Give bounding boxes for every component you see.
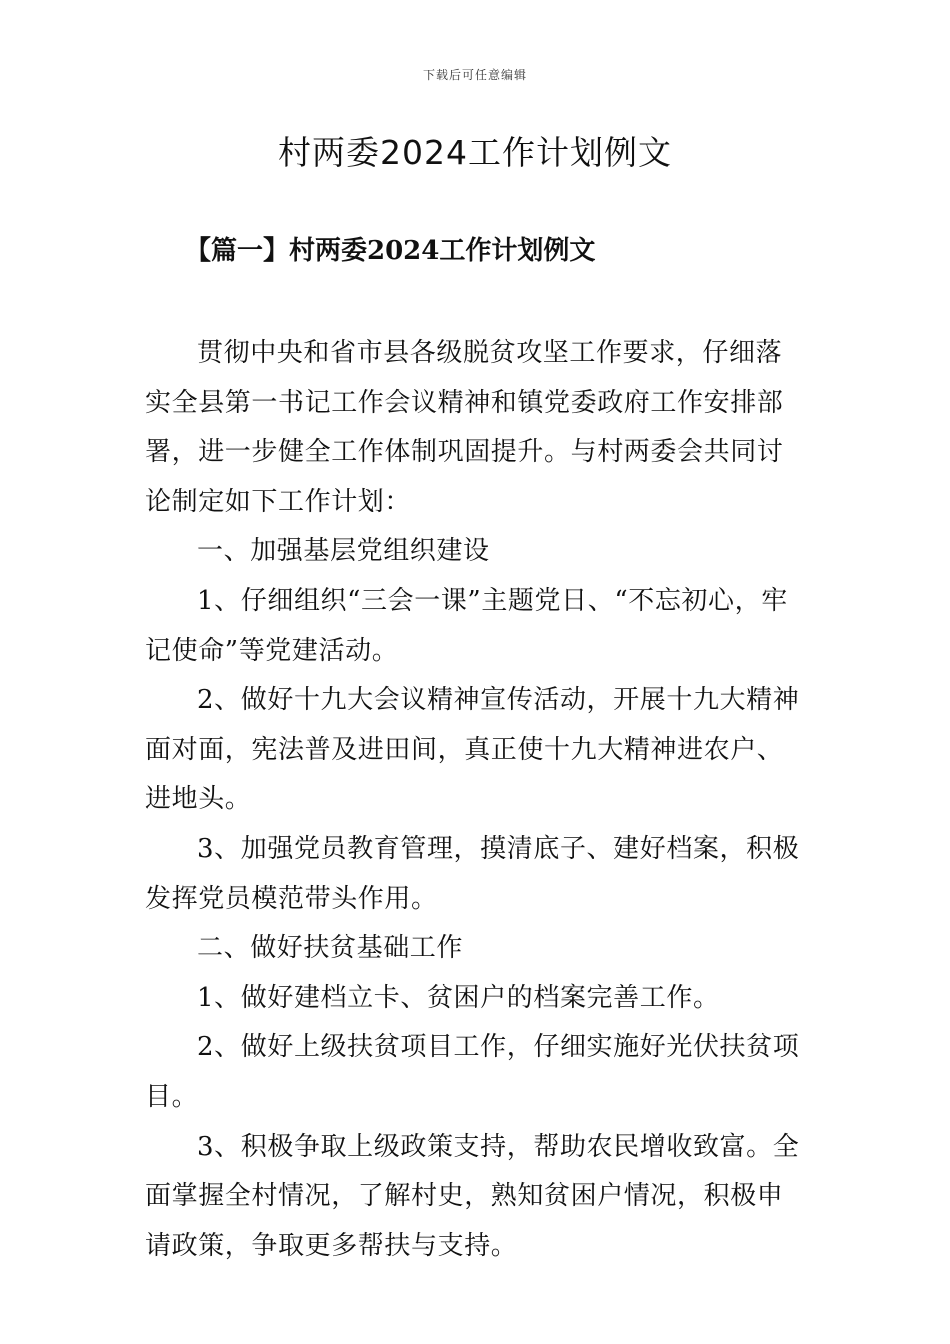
section-title: 【篇一】村两委2024工作计划例文	[185, 236, 596, 266]
document-title: 村两委2024工作计划例文	[278, 133, 672, 172]
list-item: 3、积极争取上级政策支持，帮助农民增收致富。全面掌握全村情况，了解村史，熟知贫困户情况，积极申请政策，争取更多帮扶与支持。	[145, 1131, 800, 1261]
heading-poverty-alleviation: 二、做好扶贫基础工作	[197, 933, 464, 964]
header-note: 下载后可任意编辑	[422, 68, 527, 82]
list-item: 2、做好十九大会议精神宣传活动，开展十九大精神面对面，宪法普及进田间，真正使十九大精神进农户、进地头。	[145, 685, 800, 815]
heading-party-building: 一、加强基层党组织建设	[197, 536, 490, 567]
list-item: 1、仔细组织“三会一课”主题党日、“不忘初心，牢记使命”等党建活动。	[145, 585, 788, 666]
document-body	[145, 329, 807, 1271]
list-item: 2、做好上级扶贫项目工作，仔细实施好光伏扶贫项目。	[145, 1032, 800, 1112]
list-item: 1、做好建档立卡、贫困户的档案完善工作。	[197, 982, 720, 1013]
intro-paragraph: 贯彻中央和省市县各级脱贫攻坚工作要求，仔细落实全县第一书记工作会议精神和镇党委政府工作安排部署，进一步健全工作体制巩固提升。与村两委会共同讨论制定如下工作计划：	[145, 338, 784, 517]
list-item: 3、加强党员教育管理，摸清底子、建好档案，积极发挥党员模范带头作用。	[145, 833, 800, 914]
